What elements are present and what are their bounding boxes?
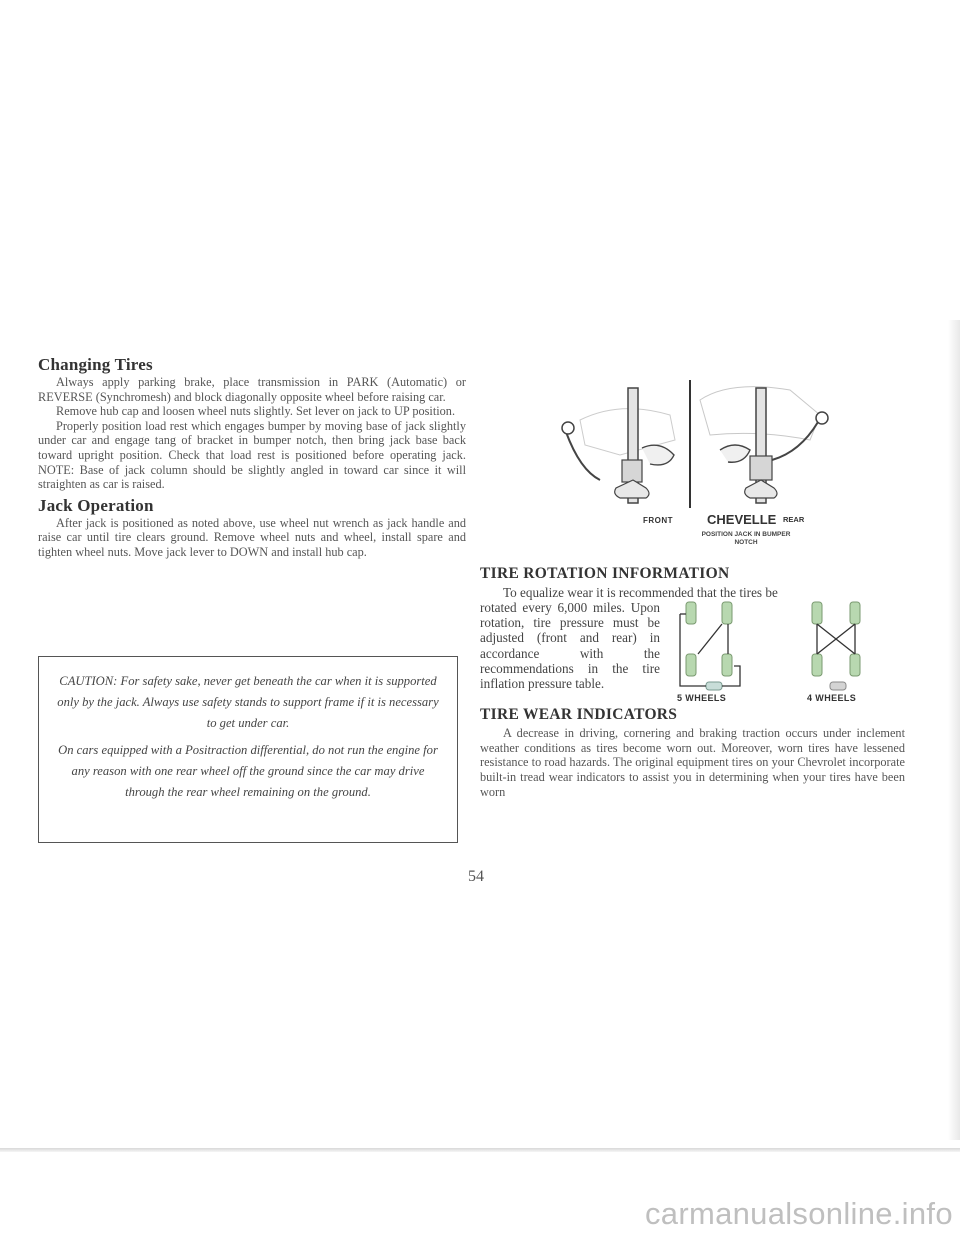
tire-wear-paragraph: A decrease in driving, cornering and braking traction occurs under inclement weather conditions as tires become worn out. Moreover, worn tires have lessened resistance to road hazards. The original equipment tires on your Chevrolet incorporate built-in tread wear indicators to assist you in determining when your tires have been worn [480,726,905,799]
figure-caption: POSITION JACK IN BUMPER NOTCH [701,531,791,546]
jack-illustration [560,360,860,580]
tire-icon [850,602,860,624]
tire-wear-heading: TIRE WEAR INDICATORS [480,706,678,723]
page-bottom-edge [0,1148,960,1152]
tire-icon [812,654,822,676]
front-label: FRONT [643,516,674,525]
page-number: 54 [468,868,484,885]
caution-paragraph-2: On cars equipped with a Positraction differential, do not run the engine for any reason with one rear wheel off the ground since the car may drive through the rear wheel remaining on the ground. [58,743,438,799]
spare-tire-icon [830,682,846,690]
tire-rotation-heading: TIRE ROTATION INFORMATION [480,565,730,582]
jack-operation-paragraph: After jack is positioned as noted above, use wheel nut wrench as jack handle and raise car until tire clears ground. Remove wheel nuts and wheel, install spare and tighten wheel nuts. Move jack lever to DOWN and install hub cap. [38,515,466,559]
tire-rotation-intro [480,585,905,600]
page-right-edge [948,320,960,1140]
changing-tires-paragraph-3: Properly position load rest which engages bumper by moving base of jack slightly under car and engage tang of bracket in bumper notch, then bring jack base back toward upright position. Check that load rest is positioned before operating jack. NOTE: Base of jack column should be slightly angled in toward car since it will straighten as car is raised. [38,418,466,492]
left-column [38,355,466,564]
tire-icon [686,602,696,624]
five-wheels-label: 5 WHEELS [677,693,727,703]
tire-icon [850,654,860,676]
caution-paragraph-1: CAUTION: For safety sake, never get beneath the car when it is supported only by the jack. Always use safety stands to support frame if it is necessary to get under car. [57,674,439,730]
rear-label: REAR [783,515,805,524]
caution-box [38,656,458,843]
tire-rotation-line-1: To equalize wear it is recommended that the tires be [503,585,778,600]
changing-tires-paragraph-2: Remove hub cap and loosen wheel nuts slightly. Set lever on jack to UP position. [56,404,456,419]
changing-tires-heading: Changing Tires [38,355,153,374]
model-label: CHEVELLE [707,512,777,527]
tire-icon [686,654,696,676]
four-wheel-rotation-diagram [806,600,870,692]
tire-icon [722,654,732,676]
changing-tires-section [38,355,466,492]
jack-operation-section [38,496,466,560]
tire-rotation-paragraph: rotated every 6,000 miles. Upon rotation, tire pressure must be adjusted (front and rear) in accordance with the recommendations in the tire inflation pressure table. [480,600,660,692]
watermark: carmanualsonline.info [645,1196,953,1231]
front-jack [562,388,674,503]
changing-tires-paragraph-1: Always apply parking brake, place transmission in PARK (Automatic) or REVERSE (Synchromesh) and block diagonally opposite wheel before raising car. [38,375,466,404]
tire-icon [812,602,822,624]
jack-illustration-svg [560,360,860,510]
spare-tire-icon [706,682,722,690]
jack-operation-heading: Jack Operation [38,495,154,515]
tire-wear-heading-wrap [480,706,677,724]
tire-rotation-heading-wrap [480,565,905,583]
rear-jack [720,388,828,503]
five-wheel-rotation-diagram [676,600,752,692]
rotation-arrow [698,624,722,654]
four-wheels-label: 4 WHEELS [807,693,857,703]
tire-icon [722,602,732,624]
